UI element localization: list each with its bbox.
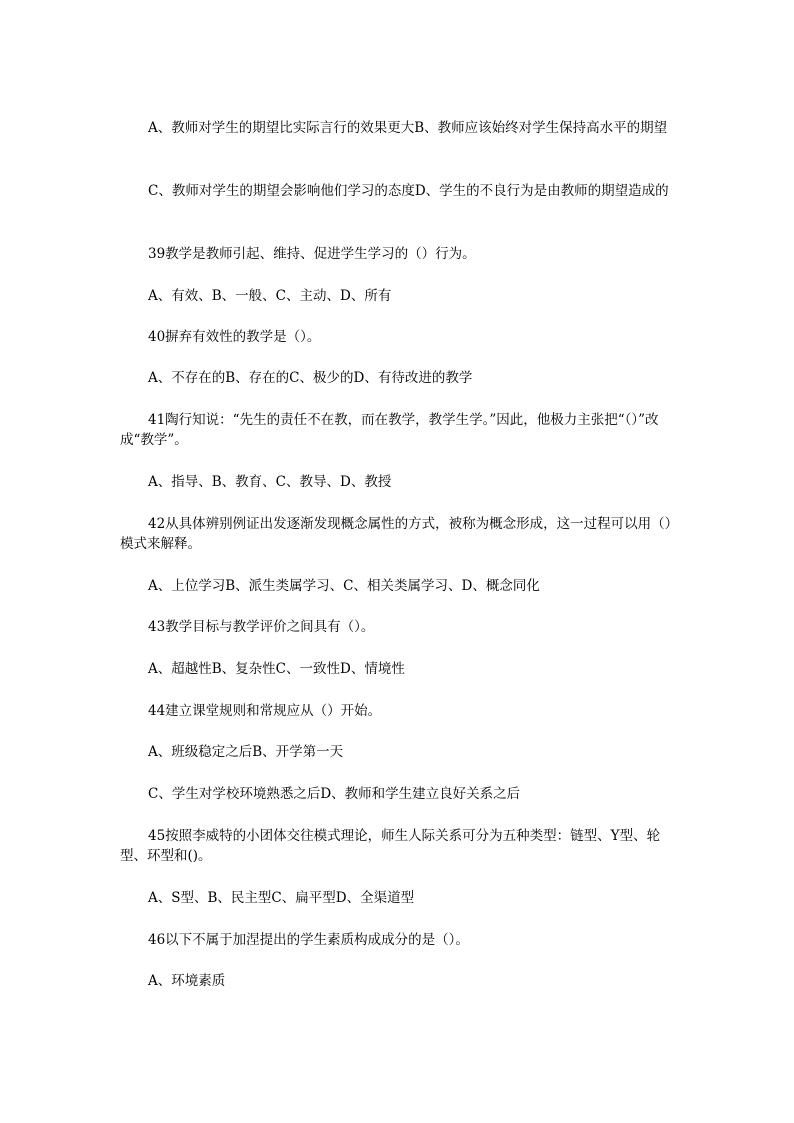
question-40: 40摒弃有效性的教学是（）。 xyxy=(148,329,321,345)
options-41: A、指导、B、教育、C、教导、D、教授 xyxy=(148,474,392,490)
options-43: A、超越性B、复杂性C、一致性D、情境性 xyxy=(148,661,405,677)
option-paragraph-38-cd: C、教师对学生的期望会影响他们学习的态度D、学生的不良行为是由教师的期望造成的 xyxy=(148,183,669,199)
question-43: 43教学目标与教学评价之间具有（）。 xyxy=(148,619,375,635)
options-45: A、S型、B、民主型C、扁平型D、全渠道型 xyxy=(148,890,415,906)
options-44-cd: C、学生对学校环境熟悉之后D、教师和学生建立良好关系之后 xyxy=(148,786,521,802)
options-44-ab: A、班级稳定之后B、开学第一天 xyxy=(148,744,344,760)
question-45: 45按照李威特的小团体交往模式理论，师生人际关系可分为五种类型：链型、Y型、轮型、环型和()。 xyxy=(120,828,661,864)
options-42: A、上位学习B、派生类属学习、C、相关类属学习、D、概念同化 xyxy=(148,578,540,594)
question-42: 42从具体辨别例证出发逐渐发现概念属性的方式，被称为概念形成，这一过程可以用（）模式来解释。 xyxy=(120,516,672,552)
options-40: A、不存在的B、存在的C、极少的D、有待改进的教学 xyxy=(148,370,473,386)
option-paragraph-38-ab: A、教师对学生的期望比实际言行的效果更大B、教师应该始终对学生保持高水平的期望 xyxy=(148,120,668,136)
question-39: 39教学是教师引起、维持、促进学生学习的（）行为。 xyxy=(148,246,476,262)
question-41: 41陶行知说：“先生的责任不在教，而在教学，教学生学。”因此，他极力主张把“（）”改成“教学”。 xyxy=(120,412,659,448)
question-46: 46以下不属于加涅提出的学生素质构成成分的是（）。 xyxy=(148,932,469,948)
question-44: 44建立课堂规则和常规应从（）开始。 xyxy=(148,703,382,719)
options-46-a: A、环境素质 xyxy=(148,973,226,989)
options-39: A、有效、B、一般、C、主动、D、所有 xyxy=(148,288,392,304)
